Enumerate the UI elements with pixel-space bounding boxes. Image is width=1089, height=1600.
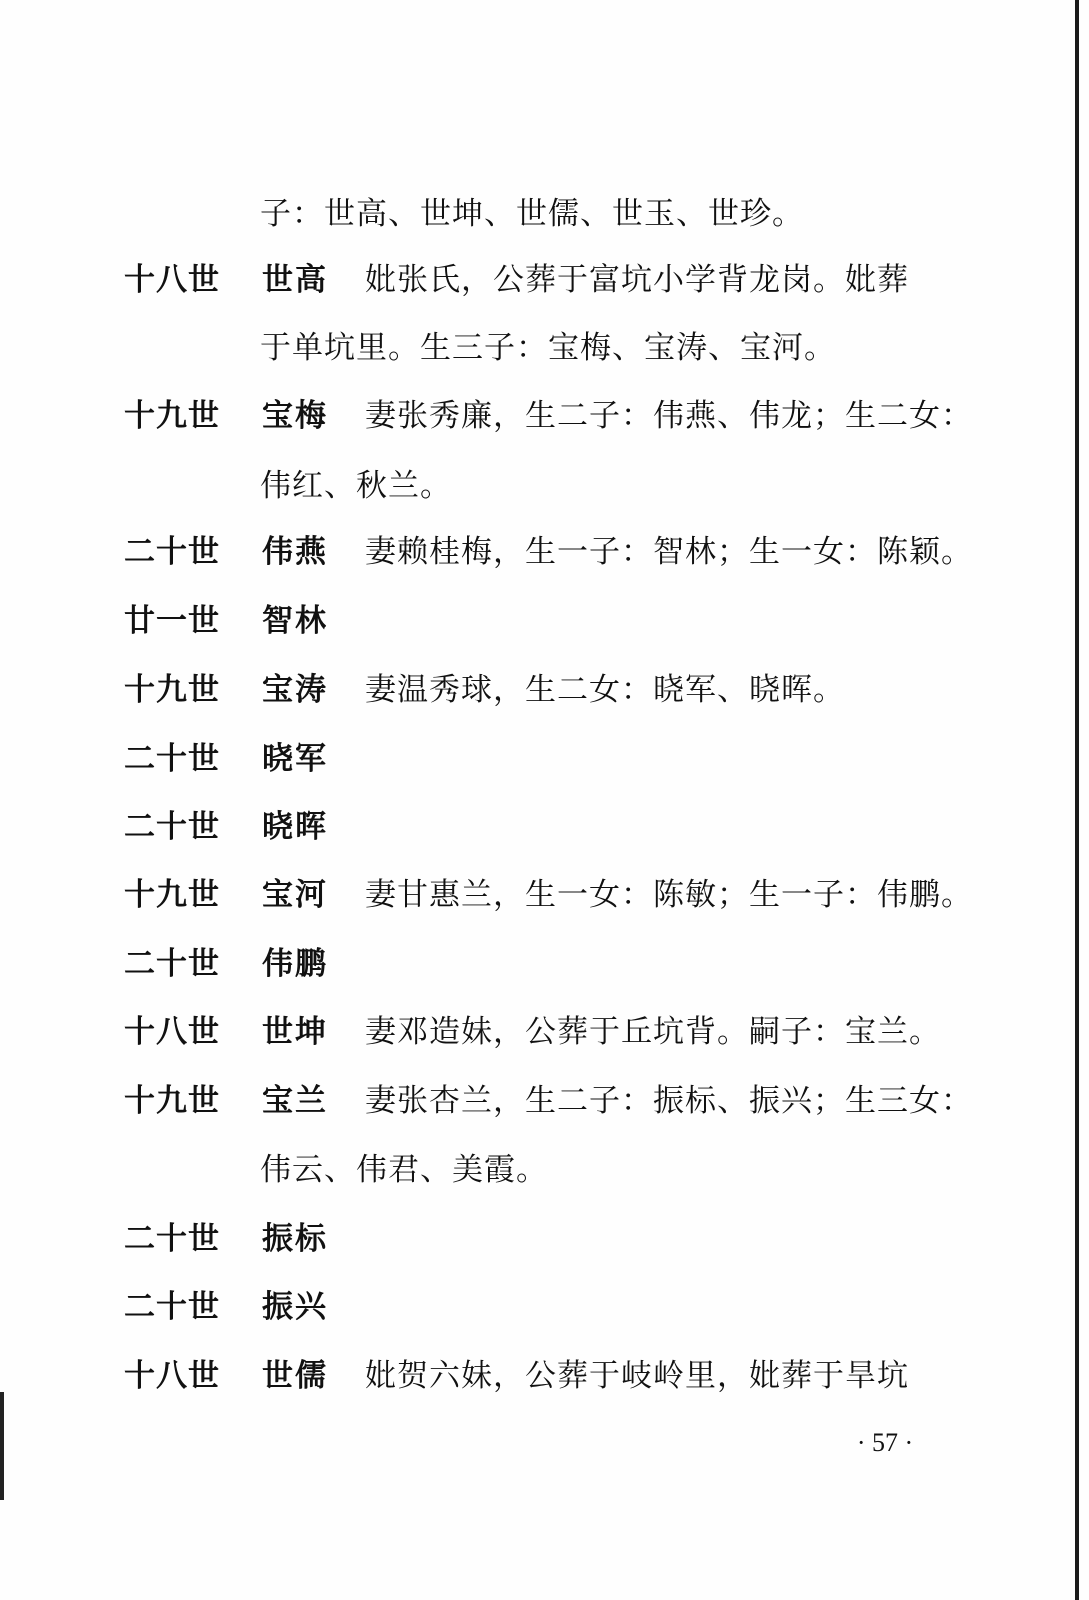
generation-label: 二十世 — [124, 809, 220, 845]
generation-label: 二十世 — [124, 534, 220, 570]
generation-label: 十九世 — [124, 1083, 220, 1119]
entry-text: 妻邓造妹，公葬于丘坑背。嗣子：宝兰。 — [365, 1014, 941, 1050]
entry-text: 妻张杏兰，生二子：振标、振兴；生三女： — [365, 1083, 973, 1119]
generation-label: 二十世 — [124, 1289, 220, 1325]
entry-text: 妣贺六妹，公葬于岐岭里，妣葬于旱坑 — [365, 1358, 909, 1394]
person-name: 伟鹏 — [262, 946, 328, 982]
generation-label: 二十世 — [124, 741, 220, 777]
entry-text: 妻张秀廉，生二子：伟燕、伟龙；生二女： — [365, 398, 973, 434]
entry-continuation: 伟红、秋兰。 — [260, 468, 452, 504]
person-name: 宝河 — [262, 877, 328, 913]
entry-text: 妻赖桂梅，生一子：智林；生一女：陈颖。 — [365, 534, 973, 570]
person-name: 世儒 — [262, 1358, 328, 1394]
person-name: 智林 — [262, 603, 328, 639]
entry-continuation: 于单坑里。生三子：宝梅、宝涛、宝河。 — [260, 330, 836, 366]
generation-label: 十八世 — [124, 1358, 220, 1394]
person-name: 宝梅 — [262, 398, 328, 434]
person-name: 晓晖 — [262, 809, 328, 845]
scan-binding-mark — [0, 1392, 4, 1500]
generation-label: 十八世 — [124, 262, 220, 298]
person-name: 世坤 — [262, 1014, 328, 1050]
entry-text: 妻温秀球，生二女：晓军、晓晖。 — [365, 672, 845, 708]
generation-label: 二十世 — [124, 946, 220, 982]
generation-label: 十八世 — [124, 1014, 220, 1050]
person-name: 振标 — [262, 1221, 328, 1257]
page-number: · 57 · — [856, 1428, 914, 1457]
generation-label: 二十世 — [124, 1221, 220, 1257]
person-name: 晓军 — [262, 741, 328, 777]
person-name: 振兴 — [262, 1289, 328, 1325]
person-name: 伟燕 — [262, 534, 328, 570]
generation-label: 十九世 — [124, 877, 220, 913]
person-name: 宝涛 — [262, 672, 328, 708]
entry-continuation: 子：世高、世坤、世儒、世玉、世珍。 — [260, 196, 804, 232]
person-name: 宝兰 — [262, 1083, 328, 1119]
generation-label: 廿一世 — [124, 603, 220, 639]
entry-text: 妣张氏，公葬于富坑小学背龙岗。妣葬 — [365, 262, 909, 298]
generation-label: 十九世 — [124, 398, 220, 434]
person-name: 世高 — [262, 262, 328, 298]
scan-edge-shadow — [1075, 0, 1079, 1600]
entry-text: 妻甘惠兰，生一女：陈敏；生一子：伟鹏。 — [365, 877, 973, 913]
entry-continuation: 伟云、伟君、美霞。 — [260, 1152, 548, 1188]
generation-label: 十九世 — [124, 672, 220, 708]
